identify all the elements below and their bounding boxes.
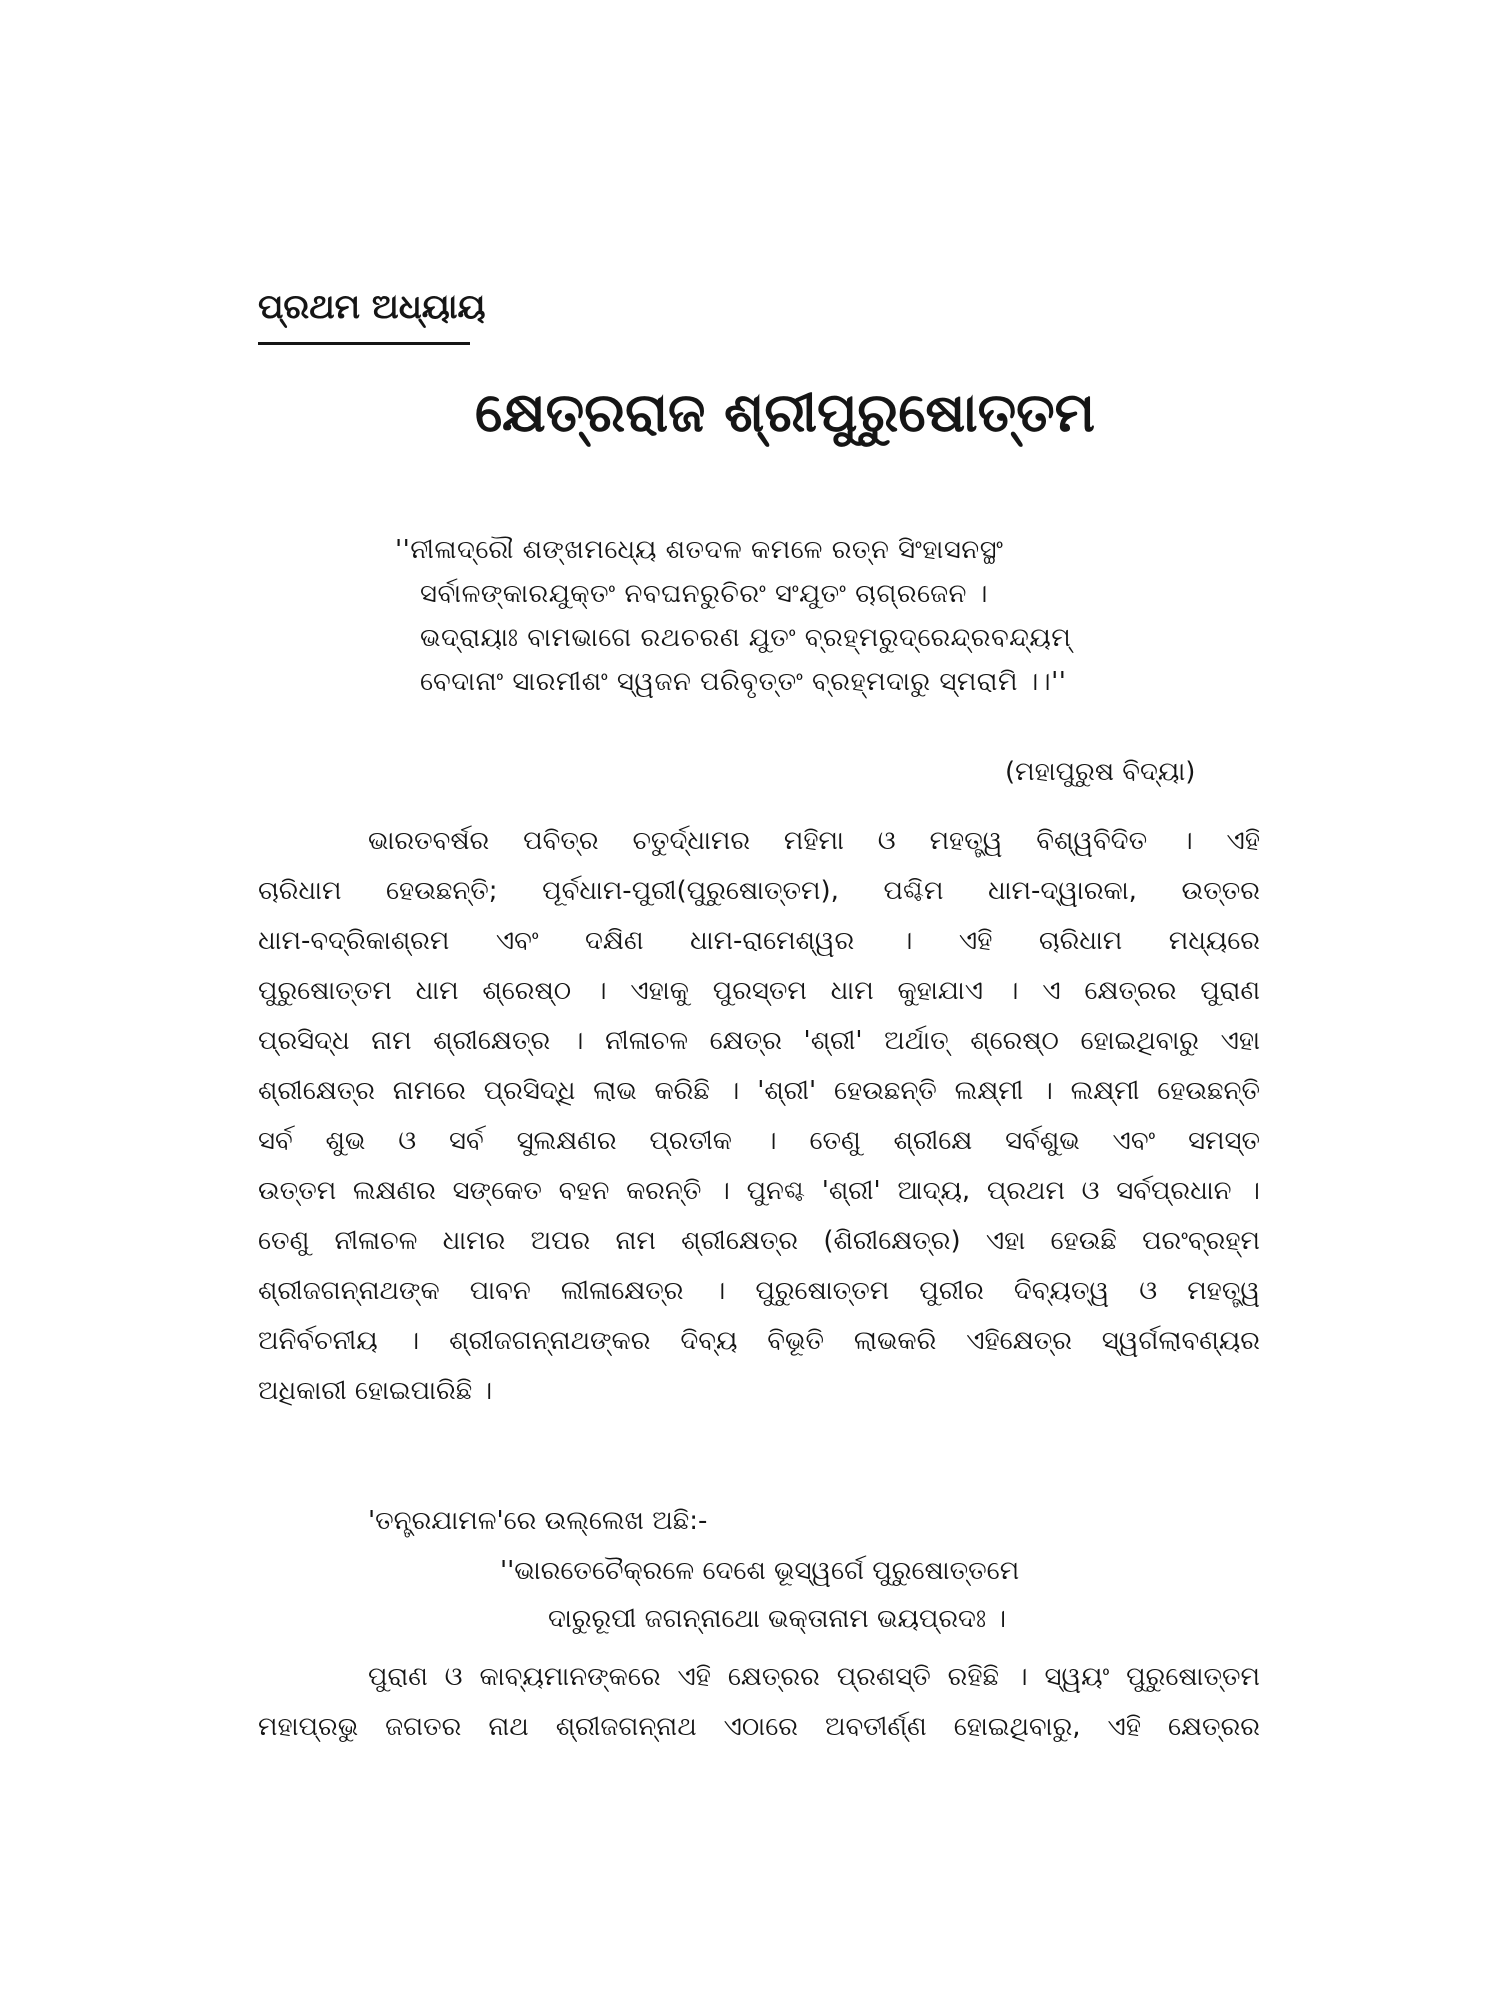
body-line: ସର୍ବ ଶୁଭ ଓ ସର୍ବ ସୁଲକ୍ଷଣର ପ୍ରତୀକ । ତେଣୁ ଶ୍ରୀକ୍ଷେ ସର୍ବଶୁଭ ଏବଂ ସମସ୍ତ	[258, 1126, 1261, 1156]
body-line: ଶ୍ରୀକ୍ଷେତ୍ର ନାମରେ ପ୍ରସିଦ୍ଧି ଲାଭ କରିଛି । 'ଶ୍ରୀ' ହେଉଛନ୍ତି ଲକ୍ଷ୍ମୀ । ଲକ୍ଷ୍ମୀ ହେଉଛନ୍ତି	[258, 1076, 1260, 1106]
chapter-label: ପ୍ରଥମ ଅଧ୍ୟାୟ	[258, 287, 486, 327]
body-line: ଧାମ-ବଦ୍ରିକାଶ୍ରମ ଏବଂ ଦକ୍ଷିଣ ଧାମ-ରାମେଶ୍ୱର । ଏହି ଚାରିଧାମ ମଧ୍ୟରେ	[258, 926, 1260, 956]
verse-attribution: (ମହାପୁରୁଷ ବିଦ୍ୟା)	[1005, 757, 1196, 787]
body-line: ଉତ୍ତମ ଲକ୍ଷଣର ସଙ୍କେତ ବହନ କରନ୍ତି । ପୁନଶ୍ଚ 'ଶ୍ରୀ' ଆଦ୍ୟ, ପ୍ରଥମ ଓ ସର୍ବପ୍ରଧାନ ।	[258, 1176, 1260, 1206]
block-quote	[500, 1547, 1140, 1643]
body-line: ଚାରିଧାମ ହେଉଛନ୍ତି; ପୂର୍ବଧାମ-ପୁରୀ(ପୁରୁଷୋତ୍ତମ), ପଶ୍ଚିମ ଧାମ-ଦ୍ୱାରକା, ଉତ୍ତର	[258, 876, 1260, 906]
verse-line: ବେଦାନାଂ ସାରମୀଶଂ ସ୍ୱଜନ ପରିବୃତ୍ତଂ ବ୍ରହ୍ମଦାରୁ ସ୍ମରାମି ।।''	[420, 667, 1067, 697]
body-line: ଅନିର୍ବଚନୀୟ । ଶ୍ରୀଜଗନ୍ନାଥଙ୍କର ଦିବ୍ୟ ବିଭୂତି ଲାଭକରି ଏହିକ୍ଷେତ୍ର ସ୍ୱର୍ଗଲାବଣ୍ୟର	[258, 1326, 1260, 1356]
verse-line: ଭଦ୍ରାୟାଃ ବାମଭାଗେ ରଥଚରଣ ଯୁତଂ ବ୍ରହ୍ମରୁଦ୍ରେନ୍ଦ୍ରବନ୍ଦ୍ୟମ୍	[420, 623, 1072, 653]
opening-verse	[395, 528, 1355, 704]
closing-paragraph	[258, 1652, 1260, 1752]
quote-intro: 'ତନ୍ତ୍ରଯାମଳ'ରେ ଉଲ୍ଲେଖ ଅଛି:-	[368, 1506, 708, 1536]
body-line: ପୁରାଣ ଓ କାବ୍ୟମାନଙ୍କରେ ଏହି କ୍ଷେତ୍ରର ପ୍ରଶସ୍ତି ରହିଛି । ସ୍ୱୟଂ ପୁରୁଷୋତ୍ତମ	[368, 1662, 1260, 1692]
body-line: ଭାରତବର୍ଷର ପବିତ୍ର ଚତୁର୍ଦ୍ଧାମର ମହିମା ଓ ମହତ୍ତ୍ୱ ବିଶ୍ୱବିଦିତ । ଏହି	[368, 826, 1260, 856]
quote-line: ଦାରୁରୂପୀ ଜଗନ୍ନାଥୋ ଭକ୍ତାନାମ ଭୟପ୍ରଦଃ ।	[548, 1604, 1007, 1634]
page-title: କ୍ଷେତ୍ରରାଜ ଶ୍ରୀପୁରୁଷୋତ୍ତମ	[475, 381, 1095, 444]
verse-line: ସର୍ବାଳଙ୍କାରଯୁକ୍ତଂ ନବଘନରୁଚିରଂ ସଂଯୁତଂ ଚାଗ୍ରଜେନ ।	[420, 579, 988, 609]
body-paragraph	[258, 816, 1260, 1416]
body-line: ମହାପ୍ରଭୁ ଜଗତର ନାଥ ଶ୍ରୀଜଗନ୍ନାଥ ଏଠାରେ ଅବତୀର୍ଣ୍ଣ ହୋଇଥିବାରୁ, ଏହି କ୍ଷେତ୍ରର	[258, 1712, 1260, 1742]
body-line: ତେଣୁ ନୀଳାଚଳ ଧାମର ଅପର ନାମ ଶ୍ରୀକ୍ଷେତ୍ର (ଶିରୀକ୍ଷେତ୍ର) ଏହା ହେଉଛି ପରଂବ୍ରହ୍ମ	[258, 1226, 1260, 1256]
verse-line: ''ନୀଳାଦ୍ରୌ ଶଙ୍ଖମଧ୍ୟେ ଶତଦଳ କମଳେ ରତ୍ନ ସିଂହାସନସ୍ଥଂ	[395, 535, 1004, 565]
quote-line: ''ଭାରତେଚୈକ୍ରଳେ ଦେଶେ ଭୂସ୍ୱର୍ଗେ ପୁରୁଷୋତ୍ତମେ	[500, 1556, 1020, 1586]
body-line: ଅଧିକାରୀ ହୋଇପାରିଛି ।	[258, 1376, 493, 1406]
body-line: ପୁରୁଷୋତ୍ତମ ଧାମ ଶ୍ରେଷ୍ଠ । ଏହାକୁ ପୁରସ୍ତମ ଧାମ କୁହାଯାଏ । ଏ କ୍ଷେତ୍ରର ପୁରାଣ	[258, 976, 1260, 1006]
body-line: ଶ୍ରୀଜଗନ୍ନାଥଙ୍କ ପାବନ ଲୀଳାକ୍ଷେତ୍ର । ପୁରୁଷୋତ୍ତମ ପୁରୀର ଦିବ୍ୟତ୍ୱ ଓ ମହତ୍ତ୍ୱ	[258, 1276, 1260, 1306]
chapter-underline	[258, 342, 470, 345]
body-line: ପ୍ରସିଦ୍ଧ ନାମ ଶ୍ରୀକ୍ଷେତ୍ର । ନୀଳାଚଳ କ୍ଷେତ୍ର 'ଶ୍ରୀ' ଅର୍ଥାତ୍ ଶ୍ରେଷ୍ଠ ହୋଇଥିବାରୁ ଏହା	[258, 1026, 1260, 1056]
